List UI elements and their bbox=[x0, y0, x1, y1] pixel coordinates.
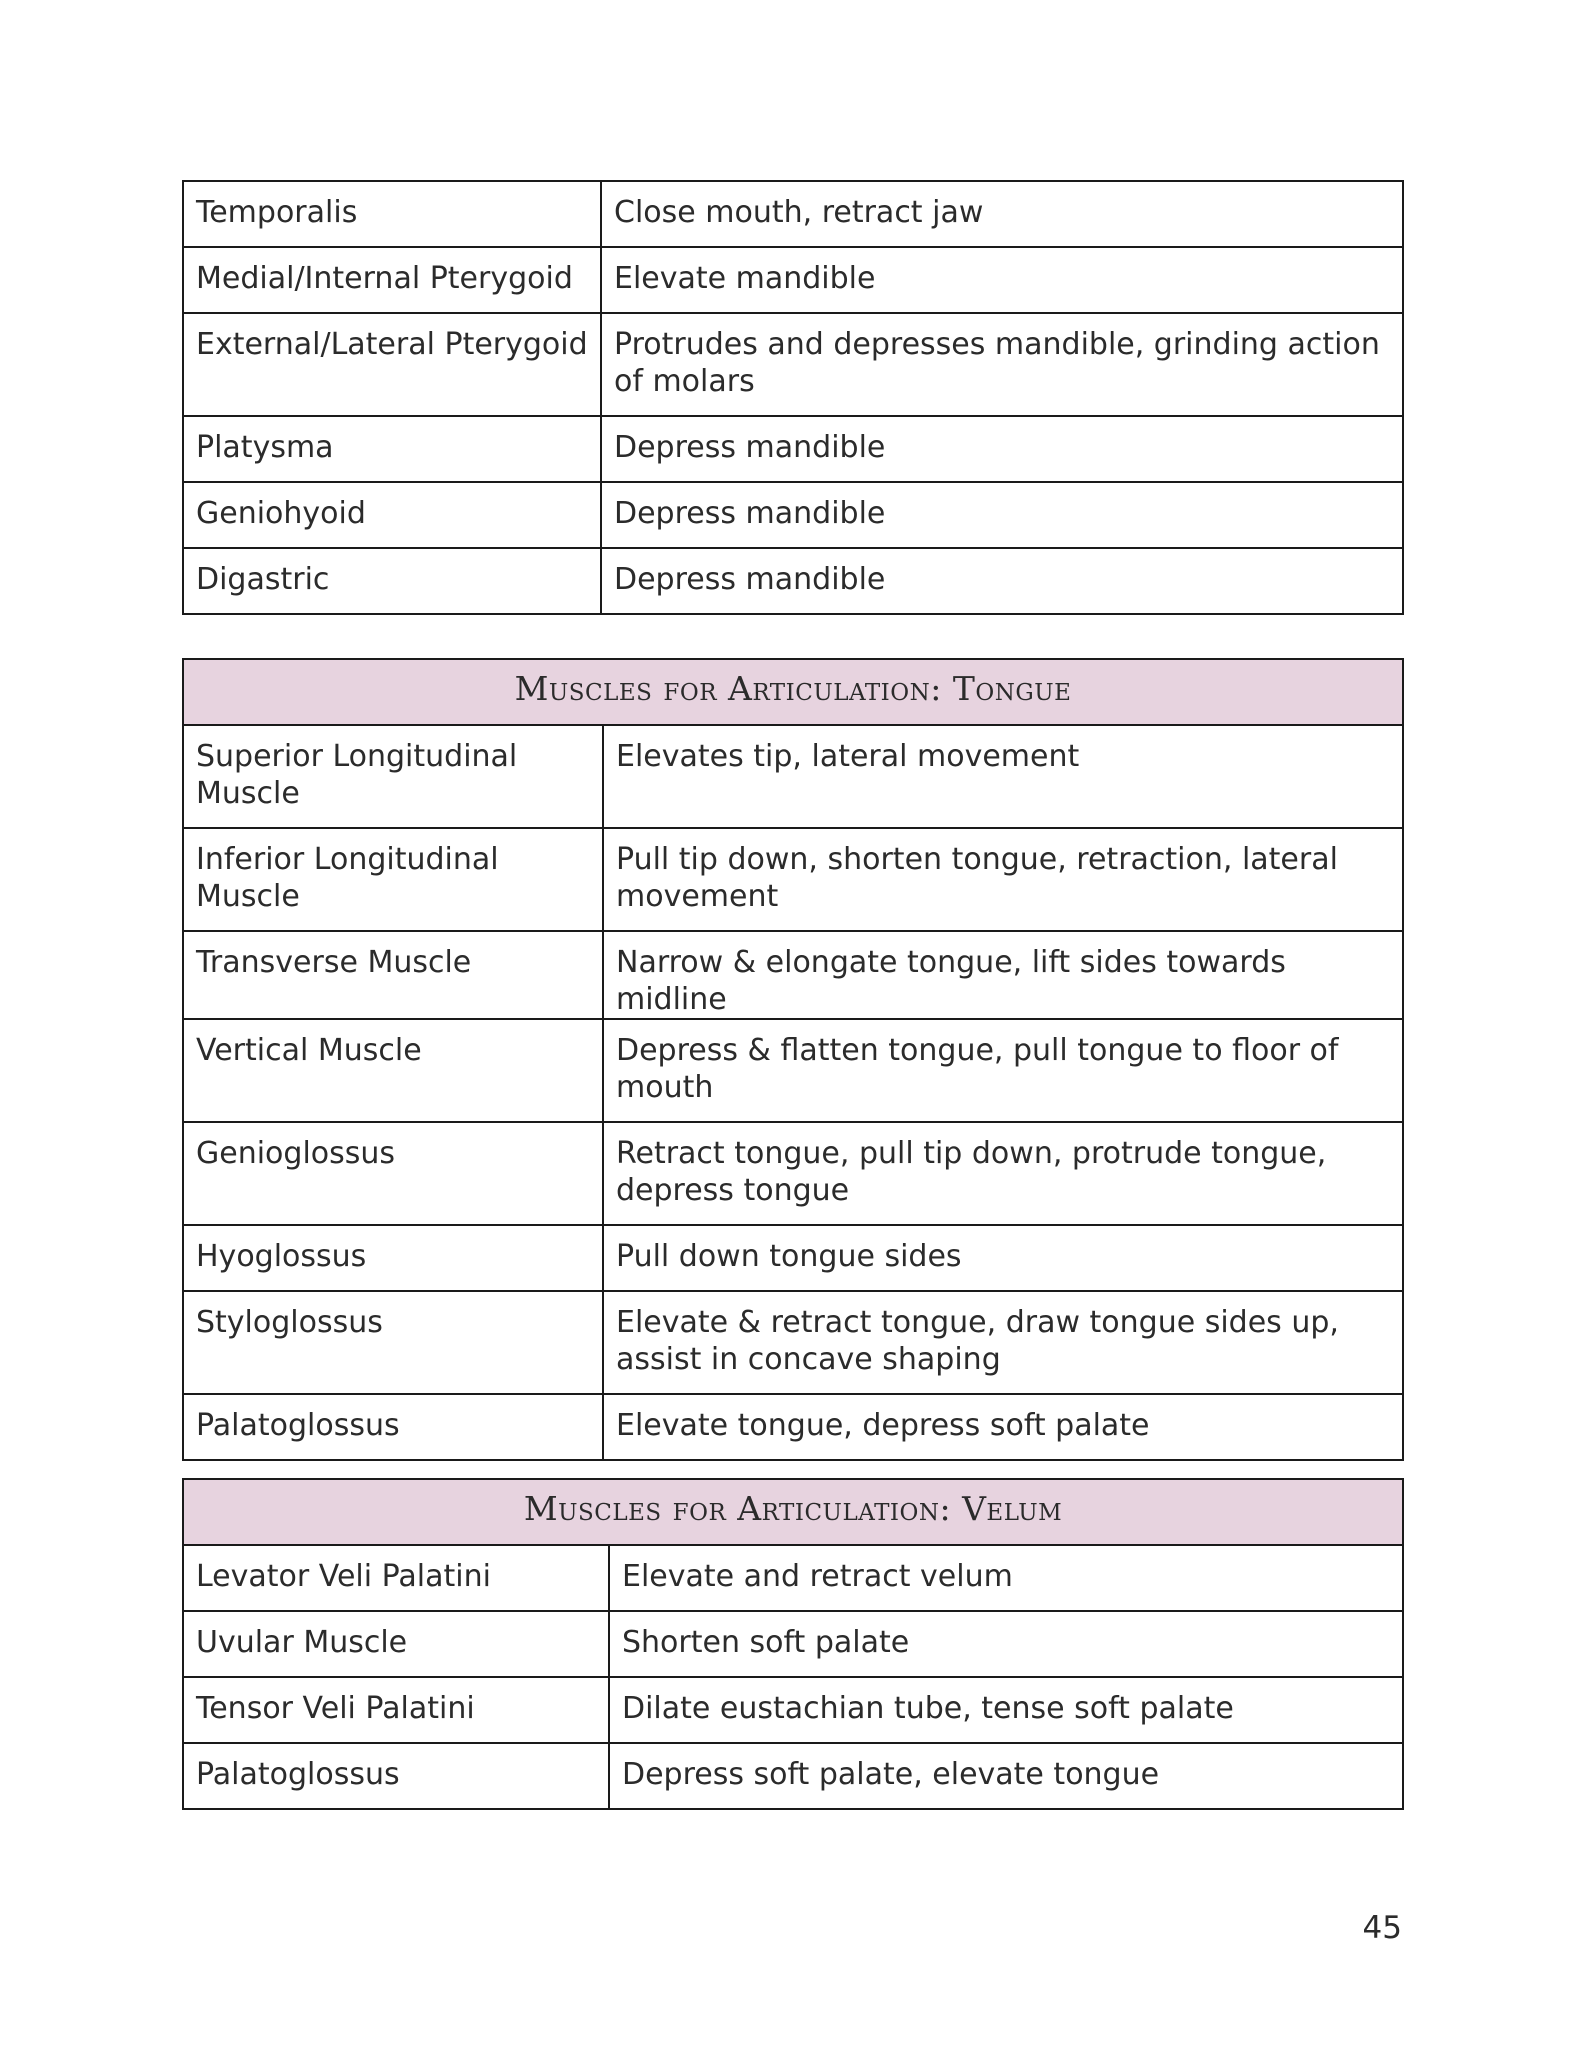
muscle-action-cell: Retract tongue, pull tip down, protrude tongue, depress tongue bbox=[603, 1122, 1403, 1225]
table-header-row bbox=[183, 659, 1403, 725]
table-row bbox=[183, 725, 1403, 828]
table-row bbox=[183, 1225, 1403, 1291]
muscle-action-cell: Depress mandible bbox=[601, 482, 1403, 548]
muscle-action-cell: Narrow & elongate tongue, lift sides towards midline bbox=[603, 931, 1403, 1019]
table-row bbox=[183, 247, 1403, 313]
muscle-name-cell: Geniohyoid bbox=[183, 482, 601, 548]
muscle-name-cell: Styloglossus bbox=[183, 1291, 603, 1394]
muscle-action-cell: Elevate and retract velum bbox=[609, 1545, 1403, 1611]
muscle-name-cell: Levator Veli Palatini bbox=[183, 1545, 609, 1611]
muscle-action-cell: Pull down tongue sides bbox=[603, 1225, 1403, 1291]
muscle-name-cell: Genioglossus bbox=[183, 1122, 603, 1225]
table-row bbox=[183, 1611, 1403, 1677]
table-row bbox=[183, 1291, 1403, 1394]
muscle-action-cell: Elevate tongue, depress soft palate bbox=[603, 1394, 1403, 1460]
table-row bbox=[183, 1545, 1403, 1611]
muscle-action-cell: Depress mandible bbox=[601, 416, 1403, 482]
table-row bbox=[183, 1394, 1403, 1460]
muscle-name-cell: Platysma bbox=[183, 416, 601, 482]
table-row bbox=[183, 828, 1403, 931]
tongue-table-title: Muscles for Articulation: Tongue bbox=[183, 659, 1403, 725]
muscle-action-cell: Dilate eustachian tube, tense soft palate bbox=[609, 1677, 1403, 1743]
muscle-action-cell: Elevates tip, lateral movement bbox=[603, 725, 1403, 828]
muscle-action-cell: Depress soft palate, elevate tongue bbox=[609, 1743, 1403, 1809]
muscle-name-cell: Inferior Longitudinal Muscle bbox=[183, 828, 603, 931]
velum-table-title: Muscles for Articulation: Velum bbox=[183, 1479, 1403, 1545]
table-row bbox=[183, 1122, 1403, 1225]
muscle-action-cell: Shorten soft palate bbox=[609, 1611, 1403, 1677]
page-number: 45 bbox=[1362, 1910, 1402, 1946]
table-row bbox=[183, 181, 1403, 247]
muscle-name-cell: Medial/Internal Pterygoid bbox=[183, 247, 601, 313]
muscle-action-cell: Protrudes and depresses mandible, grinding action of molars bbox=[601, 313, 1403, 416]
table-row bbox=[183, 931, 1403, 1019]
muscle-action-cell: Pull tip down, shorten tongue, retraction, lateral movement bbox=[603, 828, 1403, 931]
table-row bbox=[183, 416, 1403, 482]
muscle-name-cell: Digastric bbox=[183, 548, 601, 614]
table-row bbox=[183, 1019, 1403, 1122]
table-row bbox=[183, 1677, 1403, 1743]
table-row bbox=[183, 482, 1403, 548]
muscle-name-cell: Superior Longitudinal Muscle bbox=[183, 725, 603, 828]
muscle-action-cell: Depress & flatten tongue, pull tongue to floor of mouth bbox=[603, 1019, 1403, 1122]
table-row bbox=[183, 1743, 1403, 1809]
velum-muscles-table bbox=[182, 1478, 1404, 1810]
muscle-name-cell: Tensor Veli Palatini bbox=[183, 1677, 609, 1743]
muscle-action-cell: Elevate & retract tongue, draw tongue sides up, assist in concave shaping bbox=[603, 1291, 1403, 1394]
muscle-name-cell: Uvular Muscle bbox=[183, 1611, 609, 1677]
table-row bbox=[183, 548, 1403, 614]
table-header-row bbox=[183, 1479, 1403, 1545]
muscle-name-cell: Vertical Muscle bbox=[183, 1019, 603, 1122]
muscle-action-cell: Depress mandible bbox=[601, 548, 1403, 614]
jaw-muscles-table bbox=[182, 180, 1404, 615]
tongue-muscles-table bbox=[182, 658, 1404, 1461]
muscle-name-cell: External/Lateral Pterygoid bbox=[183, 313, 601, 416]
muscle-name-cell: Hyoglossus bbox=[183, 1225, 603, 1291]
muscle-name-cell: Temporalis bbox=[183, 181, 601, 247]
muscle-action-cell: Close mouth, retract jaw bbox=[601, 181, 1403, 247]
muscle-action-cell: Elevate mandible bbox=[601, 247, 1403, 313]
table-row bbox=[183, 313, 1403, 416]
muscle-name-cell: Palatoglossus bbox=[183, 1394, 603, 1460]
muscle-name-cell: Transverse Muscle bbox=[183, 931, 603, 1019]
muscle-name-cell: Palatoglossus bbox=[183, 1743, 609, 1809]
